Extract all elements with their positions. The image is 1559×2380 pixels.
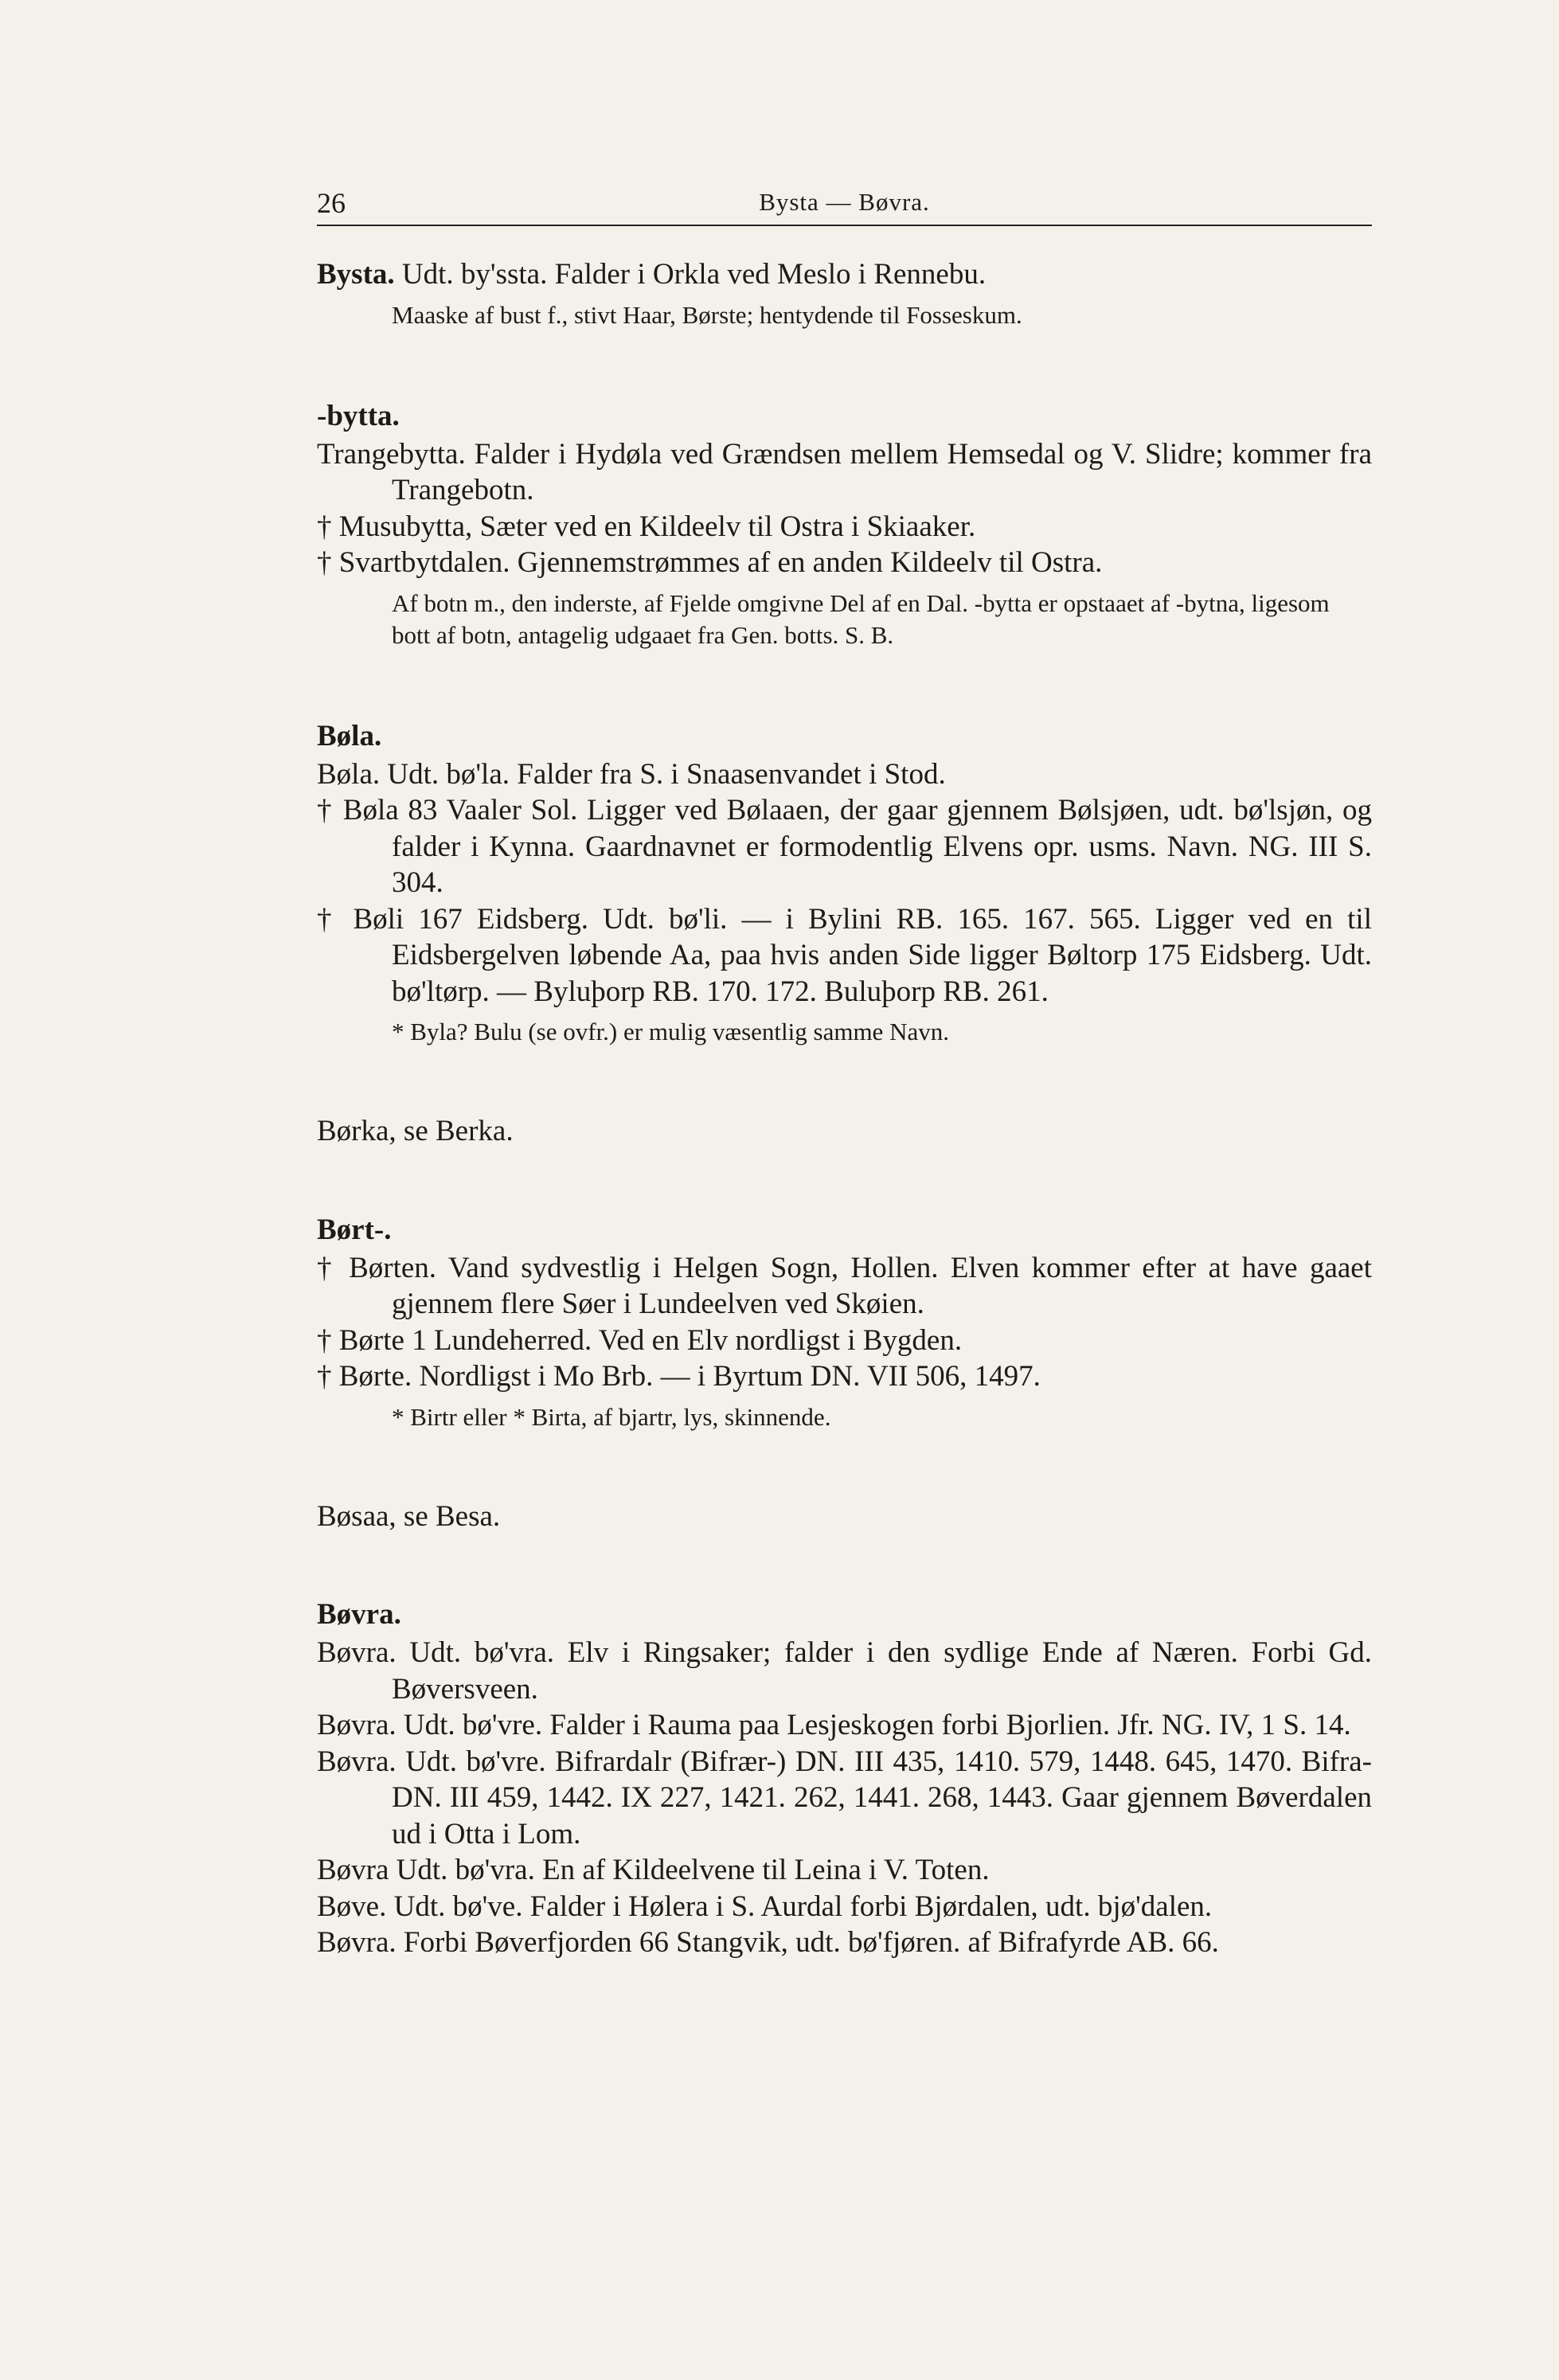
etymology-note: * Birtr eller * Birta, af bjartr, lys, skinnende. (392, 1402, 831, 1431)
entry-line: † Musubytta, Sæter ved en Kildeelv til Ostra i Skiaaker. (317, 510, 976, 543)
entry-bysta (317, 256, 1372, 331)
entry-heading: Bøvra. (317, 1598, 401, 1631)
entry-line: Bøvra. Udt. bø'vra. Elv i Ringsaker; falder i den sydlige Ende af Næren. Forbi Gd. Bøversveen. (317, 1636, 1372, 1706)
entry-bola (317, 717, 1372, 1049)
entry-line: † Børte 1 Lundeherred. Ved en Elv nordligst i Bygden. (317, 1323, 963, 1357)
etymology-note: * Byla? Bulu (se ovfr.) er mulig væsentlig samme Navn. (392, 1018, 949, 1045)
entry-line: Bøve. Udt. bø've. Falder i Hølera i S. Aurdal forbi Bjørdalen, udt. bjø'dalen. (317, 1890, 1213, 1923)
entry-line: † Børten. Vand sydvestlig i Helgen Sogn, Hollen. Elven kommer efter at have gaaet gjennem flere Søer i Lundeelven ved Skøien. (317, 1251, 1372, 1320)
entry-heading: Bøla. (317, 719, 382, 752)
entry-heading: -bytta. (317, 399, 400, 432)
entry-line (317, 256, 1372, 293)
entry-bort (317, 1210, 1372, 1433)
cross-reference: Børka, se Berka. (317, 1115, 514, 1147)
etymology-note: Af botn m., den inderste, af Fjelde omgivne Del af en Dal. -bytta er opstaaet af -bytna, ligesom bott af botn, antagelig udgaaet fra Gen. botts. S. B. (392, 588, 1330, 649)
entry-text: Udt. by'ssta. Falder i Orkla ved Meslo i Rennebu. (401, 258, 987, 291)
entry-bovra (317, 1595, 1372, 1961)
page-body (317, 256, 1372, 2026)
running-title: Bysta — Bøvra. (759, 188, 930, 216)
entry-line: Bøla. Udt. bø'la. Falder fra S. i Snaasenvandet i Stod. (317, 757, 946, 791)
entry-line: Trangebytta. Falder i Hydøla ved Grændsen mellem Hemsedal og V. Slidre; kommer fra Trangebotn. (317, 437, 1372, 506)
entry-line: Bøvra Udt. bø'vra. En af Kildeelvene til Leina i V. Toten. (317, 1854, 990, 1886)
entry-borka (317, 1113, 1372, 1150)
entry-line: † Bøla 83 Vaaler Sol. Ligger ved Bølaaen, der gaar gjennem Bølsjøen, udt. bø'lsjøn, og falder i Kynna. Gaardnavnet er formodentlig Elvens opr. usms. Navn. NG. III S. 304. (317, 794, 1372, 899)
cross-reference: Bøsaa, se Besa. (317, 1499, 501, 1533)
entry-line: Bøvra. Udt. bø'vre. Falder i Rauma paa Lesjeskogen forbi Bjorlien. Jfr. NG. IV, 1 S. 14. (317, 1709, 1351, 1741)
page-number: 26 (317, 187, 346, 219)
entry-line: † Svartbytdalen. Gjennemstrømmes af en anden Kildeelv til Ostra. (317, 546, 1103, 579)
page-header (317, 177, 1372, 226)
entry-bytta (317, 397, 1372, 651)
entry-bosaa (317, 1499, 1372, 1535)
entry-line: † Børte. Nordligst i Mo Brb. — i Byrtum DN. VII 506, 1497. (317, 1360, 1041, 1393)
entry-heading: Børt-. (317, 1213, 392, 1246)
entry-line: † Bøli 167 Eidsberg. Udt. bø'li. — i Bylini RB. 165. 167. 565. Ligger ved en til Eidsbergelven løbende Aa, paa hvis anden Side ligger Bøltorp 175 Eidsberg. Udt. bø'ltørp. — Byluþorp RB. 170. 172. Buluþorp RB. 261. (317, 902, 1372, 1008)
entry-line: Bøvra. Udt. bø'vre. Bifrardalr (Bifrær-) DN. III 435, 1410. 579, 1448. 645, 1470. Bifra- DN. III 459, 1442. IX 227, 1421. 262, 1441. 268, 1443. Gaar gjennem Bøverdalen ud i Otta i Lom. (317, 1745, 1372, 1850)
etymology-note: Maaske af bust f., stivt Haar, Børste; hentydende til Fosseskum. (392, 300, 1022, 329)
entry-line: Bøvra. Forbi Bøverfjorden 66 Stangvik, udt. bø'fjøren. af Bifrafyrde AB. 66. (317, 1926, 1219, 1959)
entry-heading: Bysta. (317, 258, 395, 291)
